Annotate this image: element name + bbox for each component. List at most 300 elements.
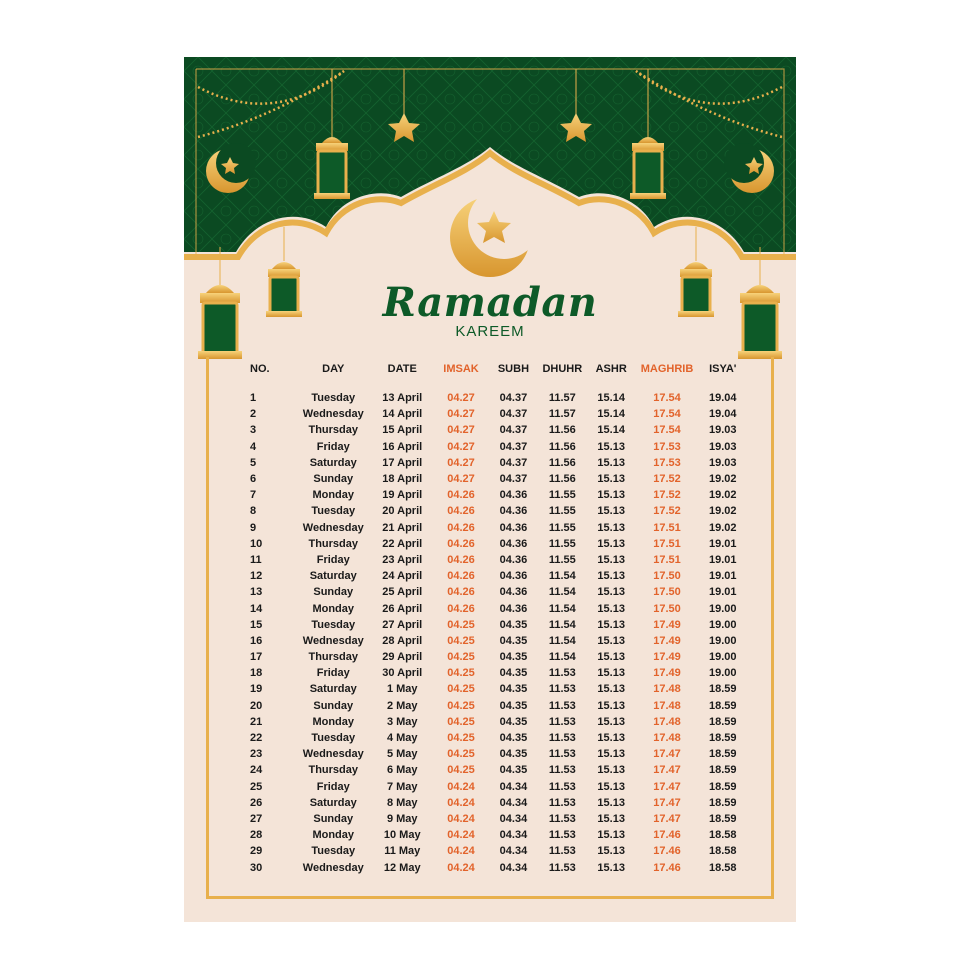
page-subtitle: KAREEM <box>455 323 525 340</box>
cell-dhuhr: 11.55 <box>548 537 576 550</box>
table-row <box>236 843 746 859</box>
cell-date: 16 April <box>382 440 423 453</box>
cell-imsak: 04.26 <box>447 602 475 615</box>
cell-ashr: 15.13 <box>597 553 625 566</box>
cell-maghrib: 17.49 <box>653 667 681 680</box>
cell-ashr: 15.13 <box>597 845 625 858</box>
cell-subh: 04.35 <box>499 651 528 664</box>
cell-maghrib: 17.46 <box>653 829 681 842</box>
cell-date: 27 April <box>382 618 423 631</box>
table-row <box>236 568 746 584</box>
cell-isya: 19.00 <box>708 667 737 680</box>
cell-isya: 18.59 <box>708 699 737 712</box>
cell-subh: 04.36 <box>499 505 528 518</box>
cell-dhuhr: 11.56 <box>548 456 576 469</box>
table-row <box>236 746 746 762</box>
cell-imsak: 04.25 <box>447 651 475 664</box>
cell-no: 22 <box>250 732 263 745</box>
cell-no: 25 <box>250 780 263 793</box>
cell-no: 26 <box>250 796 263 809</box>
table-row <box>236 552 746 568</box>
cell-imsak: 04.26 <box>447 505 475 518</box>
cell-maghrib: 17.47 <box>653 812 681 825</box>
cell-maghrib: 17.48 <box>653 699 681 712</box>
cell-date: 1 May <box>386 683 418 696</box>
cell-imsak: 04.25 <box>447 764 475 777</box>
cell-day: Thursday <box>308 424 358 437</box>
cell-dhuhr: 11.53 <box>548 861 576 874</box>
cell-imsak: 04.27 <box>447 408 475 421</box>
cell-date: 18 April <box>382 473 423 486</box>
cell-subh: 04.34 <box>499 829 528 842</box>
cell-dhuhr: 11.53 <box>548 667 576 680</box>
cell-date: 23 April <box>382 553 423 566</box>
cell-date: 13 April <box>382 392 423 405</box>
cell-date: 10 May <box>383 829 421 842</box>
cell-ashr: 15.13 <box>597 618 625 631</box>
cell-ashr: 15.13 <box>597 570 625 583</box>
cell-maghrib: 17.46 <box>653 845 681 858</box>
cell-isya: 19.01 <box>708 537 737 550</box>
table-row <box>236 439 746 455</box>
cell-dhuhr: 11.53 <box>548 829 576 842</box>
cell-day: Wednesday <box>302 634 364 647</box>
cell-dhuhr: 11.53 <box>548 845 576 858</box>
cell-date: 19 April <box>382 489 423 502</box>
cell-subh: 04.35 <box>499 667 528 680</box>
cell-isya: 19.01 <box>708 586 737 599</box>
cell-dhuhr: 11.53 <box>548 683 576 696</box>
cell-ashr: 15.13 <box>597 732 625 745</box>
cell-day: Wednesday <box>302 521 364 534</box>
cell-no: 21 <box>250 715 263 728</box>
cell-imsak: 04.25 <box>447 748 475 761</box>
cell-isya: 18.59 <box>708 764 737 777</box>
cell-dhuhr: 11.56 <box>548 424 576 437</box>
cell-date: 2 May <box>386 699 418 712</box>
cell-date: 11 May <box>384 845 421 858</box>
cell-dhuhr: 11.55 <box>548 553 576 566</box>
cell-isya: 19.02 <box>708 521 737 534</box>
table-row <box>236 520 746 536</box>
cell-imsak: 04.24 <box>447 812 475 825</box>
table-row <box>236 665 746 681</box>
cell-dhuhr: 11.55 <box>548 489 576 502</box>
header-ashr: ASHR <box>595 363 627 375</box>
cell-no: 8 <box>250 505 257 518</box>
cell-day: Tuesday <box>311 392 356 405</box>
cell-imsak: 04.26 <box>447 521 475 534</box>
cell-subh: 04.34 <box>499 812 528 825</box>
table-body <box>236 378 746 876</box>
cell-date: 9 May <box>386 812 418 825</box>
cell-imsak: 04.26 <box>447 570 475 583</box>
cell-dhuhr: 11.56 <box>548 473 576 486</box>
cell-subh: 04.35 <box>499 683 528 696</box>
cell-date: 17 April <box>382 456 423 469</box>
cell-ashr: 15.13 <box>597 812 625 825</box>
cell-isya: 18.59 <box>708 715 737 728</box>
cell-subh: 04.37 <box>499 440 528 453</box>
cell-no: 29 <box>250 845 263 858</box>
cell-isya: 18.59 <box>708 748 737 761</box>
cell-maghrib: 17.49 <box>653 634 681 647</box>
cell-no: 11 <box>250 553 262 566</box>
cell-isya: 19.00 <box>708 651 737 664</box>
cell-dhuhr: 11.54 <box>548 570 576 583</box>
cell-imsak: 04.25 <box>447 732 475 745</box>
cell-subh: 04.35 <box>499 715 528 728</box>
cell-isya: 19.04 <box>708 392 737 405</box>
cell-day: Friday <box>316 667 350 680</box>
cell-imsak: 04.24 <box>447 829 475 842</box>
header-imsak: IMSAK <box>443 363 479 375</box>
cell-day: Thursday <box>308 764 358 777</box>
cell-isya: 19.02 <box>708 505 737 518</box>
cell-maghrib: 17.47 <box>653 780 681 793</box>
cell-no: 19 <box>250 683 263 696</box>
table-row <box>236 795 746 811</box>
cell-dhuhr: 11.53 <box>548 780 576 793</box>
table-row <box>236 811 746 827</box>
cell-maghrib: 17.52 <box>653 505 681 518</box>
cell-subh: 04.36 <box>499 570 528 583</box>
cell-maghrib: 17.47 <box>653 764 681 777</box>
cell-imsak: 04.25 <box>447 634 475 647</box>
cell-date: 22 April <box>382 537 423 550</box>
cell-day: Thursday <box>308 537 358 550</box>
cell-no: 1 <box>250 392 257 405</box>
table-row <box>236 681 746 697</box>
cell-no: 27 <box>250 812 263 825</box>
header-date: DATE <box>387 363 417 375</box>
cell-date: 21 April <box>382 521 423 534</box>
cell-day: Wednesday <box>302 408 364 421</box>
cell-isya: 19.02 <box>708 473 737 486</box>
cell-imsak: 04.24 <box>447 845 475 858</box>
cell-dhuhr: 11.54 <box>548 602 576 615</box>
cell-dhuhr: 11.54 <box>548 586 576 599</box>
cell-no: 12 <box>250 570 263 583</box>
cell-isya: 19.01 <box>708 570 737 583</box>
cell-dhuhr: 11.53 <box>548 748 576 761</box>
cell-day: Saturday <box>309 796 357 809</box>
table-row <box>236 649 746 665</box>
table-row <box>236 455 746 471</box>
cell-subh: 04.36 <box>499 602 528 615</box>
poster <box>184 57 796 922</box>
header-day: DAY <box>322 363 345 375</box>
cell-maghrib: 17.51 <box>653 553 681 566</box>
cell-no: 17 <box>250 651 263 664</box>
header-no: NO. <box>250 363 270 375</box>
cell-ashr: 15.13 <box>597 683 625 696</box>
cell-maghrib: 17.51 <box>653 537 681 550</box>
cell-imsak: 04.27 <box>447 424 475 437</box>
cell-date: 24 April <box>382 570 423 583</box>
cell-day: Tuesday <box>311 845 356 858</box>
cell-isya: 18.58 <box>708 861 737 874</box>
cell-ashr: 15.13 <box>597 829 625 842</box>
cell-maghrib: 17.53 <box>653 456 681 469</box>
cell-imsak: 04.25 <box>447 618 475 631</box>
header-subh: SUBH <box>497 363 530 375</box>
cell-no: 20 <box>250 699 263 712</box>
cell-maghrib: 17.54 <box>653 408 681 421</box>
cell-ashr: 15.13 <box>597 861 625 874</box>
cell-day: Tuesday <box>311 505 356 518</box>
cell-day: Saturday <box>309 683 357 696</box>
cell-subh: 04.35 <box>499 732 528 745</box>
cell-no: 13 <box>250 586 263 599</box>
cell-day: Thursday <box>308 651 358 664</box>
table-row <box>236 730 746 746</box>
table-row <box>236 600 746 616</box>
cell-isya: 19.03 <box>708 440 737 453</box>
cell-no: 10 <box>250 537 263 550</box>
cell-dhuhr: 11.55 <box>548 505 576 518</box>
cell-subh: 04.34 <box>499 845 528 858</box>
table-row <box>236 633 746 649</box>
cell-day: Saturday <box>309 456 357 469</box>
cell-maghrib: 17.50 <box>653 570 681 583</box>
table-row <box>236 698 746 714</box>
cell-day: Friday <box>316 780 350 793</box>
cell-day: Friday <box>316 553 350 566</box>
cell-no: 24 <box>250 764 263 777</box>
table-row <box>236 779 746 795</box>
table-row <box>236 390 746 406</box>
cell-no: 4 <box>250 440 257 453</box>
cell-no: 16 <box>250 634 263 647</box>
page-title: Ramadan <box>382 279 598 326</box>
header-dhuhr: DHUHR <box>542 363 583 375</box>
cell-ashr: 15.13 <box>597 780 625 793</box>
table-row <box>236 827 746 843</box>
cell-day: Monday <box>312 715 355 728</box>
cell-date: 7 May <box>386 780 418 793</box>
cell-date: 30 April <box>382 667 423 680</box>
cell-isya: 18.58 <box>708 829 737 842</box>
prayer-schedule-table <box>236 360 746 876</box>
cell-imsak: 04.25 <box>447 683 475 696</box>
cell-isya: 19.00 <box>708 634 737 647</box>
cell-maghrib: 17.47 <box>653 796 681 809</box>
cell-ashr: 15.13 <box>597 440 625 453</box>
cell-isya: 18.59 <box>708 683 737 696</box>
cell-dhuhr: 11.54 <box>548 651 576 664</box>
cell-date: 12 May <box>383 861 421 874</box>
cell-maghrib: 17.46 <box>653 861 681 874</box>
cell-imsak: 04.26 <box>447 537 475 550</box>
cell-subh: 04.36 <box>499 489 528 502</box>
cell-day: Tuesday <box>311 732 356 745</box>
cell-day: Wednesday <box>302 861 364 874</box>
cell-subh: 04.34 <box>499 861 528 874</box>
cell-subh: 04.35 <box>499 699 528 712</box>
cell-date: 25 April <box>382 586 423 599</box>
cell-dhuhr: 11.57 <box>548 392 576 405</box>
cell-subh: 04.37 <box>499 408 528 421</box>
cell-imsak: 04.24 <box>447 780 475 793</box>
cell-dhuhr: 11.53 <box>548 764 576 777</box>
cell-ashr: 15.13 <box>597 748 625 761</box>
cell-ashr: 15.13 <box>597 473 625 486</box>
cell-isya: 19.03 <box>708 424 737 437</box>
table-row <box>236 617 746 633</box>
cell-maghrib: 17.50 <box>653 586 681 599</box>
cell-imsak: 04.27 <box>447 456 475 469</box>
cell-ashr: 15.13 <box>597 456 625 469</box>
cell-isya: 19.04 <box>708 408 737 421</box>
cell-imsak: 04.27 <box>447 473 475 486</box>
cell-dhuhr: 11.53 <box>548 699 576 712</box>
cell-dhuhr: 11.53 <box>548 732 576 745</box>
cell-maghrib: 17.48 <box>653 683 681 696</box>
cell-subh: 04.35 <box>499 764 528 777</box>
header-maghrib: MAGHRIB <box>640 363 694 375</box>
cell-ashr: 15.14 <box>597 392 625 405</box>
cell-maghrib: 17.53 <box>653 440 681 453</box>
cell-isya: 19.00 <box>708 602 737 615</box>
cell-imsak: 04.26 <box>447 489 475 502</box>
cell-maghrib: 17.49 <box>653 651 681 664</box>
cell-ashr: 15.13 <box>597 715 625 728</box>
cell-date: 20 April <box>382 505 423 518</box>
cell-ashr: 15.13 <box>597 489 625 502</box>
cell-date: 4 May <box>386 732 418 745</box>
cell-imsak: 04.25 <box>447 699 475 712</box>
table-header-row <box>236 360 746 378</box>
cell-ashr: 15.13 <box>597 521 625 534</box>
cell-dhuhr: 11.56 <box>548 440 576 453</box>
cell-dhuhr: 11.54 <box>548 618 576 631</box>
cell-maghrib: 17.48 <box>653 715 681 728</box>
cell-imsak: 04.24 <box>447 796 475 809</box>
cell-ashr: 15.14 <box>597 424 625 437</box>
cell-day: Sunday <box>313 699 354 712</box>
cell-ashr: 15.13 <box>597 651 625 664</box>
cell-maghrib: 17.47 <box>653 748 681 761</box>
cell-dhuhr: 11.53 <box>548 796 576 809</box>
cell-dhuhr: 11.55 <box>548 521 576 534</box>
cell-maghrib: 17.48 <box>653 732 681 745</box>
cell-subh: 04.37 <box>499 456 528 469</box>
cell-subh: 04.35 <box>499 618 528 631</box>
cell-imsak: 04.27 <box>447 440 475 453</box>
cell-day: Sunday <box>313 473 354 486</box>
cell-no: 23 <box>250 748 263 761</box>
cell-isya: 19.00 <box>708 618 737 631</box>
cell-imsak: 04.26 <box>447 553 475 566</box>
cell-date: 14 April <box>382 408 423 421</box>
cell-day: Tuesday <box>311 618 356 631</box>
cell-isya: 18.59 <box>708 796 737 809</box>
cell-no: 14 <box>250 602 263 615</box>
cell-no: 7 <box>250 489 257 502</box>
cell-subh: 04.34 <box>499 796 528 809</box>
cell-dhuhr: 11.53 <box>548 812 576 825</box>
cell-day: Wednesday <box>302 748 364 761</box>
cell-imsak: 04.25 <box>447 715 475 728</box>
cell-ashr: 15.13 <box>597 602 625 615</box>
table-row <box>236 536 746 552</box>
table-row <box>236 487 746 503</box>
cell-imsak: 04.26 <box>447 586 475 599</box>
cell-ashr: 15.13 <box>597 586 625 599</box>
cell-no: 2 <box>250 408 257 421</box>
header-isya: ISYA' <box>709 363 737 375</box>
cell-day: Sunday <box>313 812 354 825</box>
cell-no: 30 <box>250 861 263 874</box>
cell-ashr: 15.14 <box>597 408 625 421</box>
table-row <box>236 859 746 875</box>
cell-date: 3 May <box>386 715 418 728</box>
cell-subh: 04.35 <box>499 634 528 647</box>
cell-isya: 18.59 <box>708 812 737 825</box>
cell-subh: 04.36 <box>499 521 528 534</box>
cell-maghrib: 17.54 <box>653 424 681 437</box>
table-row <box>236 503 746 519</box>
cell-isya: 19.02 <box>708 489 737 502</box>
cell-date: 6 May <box>386 764 418 777</box>
table-row <box>236 762 746 778</box>
cell-subh: 04.36 <box>499 537 528 550</box>
cell-maghrib: 17.52 <box>653 489 681 502</box>
table-row <box>236 714 746 730</box>
cell-no: 18 <box>250 667 263 680</box>
cell-day: Monday <box>312 602 355 615</box>
cell-maghrib: 17.52 <box>653 473 681 486</box>
cell-day: Sunday <box>313 586 354 599</box>
cell-isya: 18.58 <box>708 845 737 858</box>
cell-maghrib: 17.54 <box>653 392 681 405</box>
cell-imsak: 04.24 <box>447 861 475 874</box>
cell-no: 5 <box>250 456 257 469</box>
cell-subh: 04.35 <box>499 748 528 761</box>
cell-dhuhr: 11.54 <box>548 634 576 647</box>
cell-ashr: 15.13 <box>597 764 625 777</box>
cell-isya: 18.59 <box>708 780 737 793</box>
cell-ashr: 15.13 <box>597 537 625 550</box>
cell-day: Saturday <box>309 570 357 583</box>
cell-dhuhr: 11.57 <box>548 408 576 421</box>
cell-day: Monday <box>312 489 355 502</box>
cell-day: Friday <box>316 440 350 453</box>
cell-date: 15 April <box>382 424 423 437</box>
cell-ashr: 15.13 <box>597 699 625 712</box>
cell-date: 26 April <box>382 602 423 615</box>
cell-maghrib: 17.50 <box>653 602 681 615</box>
cell-day: Monday <box>312 829 355 842</box>
cell-imsak: 04.27 <box>447 392 475 405</box>
cell-subh: 04.37 <box>499 473 528 486</box>
center-crescent-icon <box>450 187 540 277</box>
cell-maghrib: 17.49 <box>653 618 681 631</box>
cell-no: 28 <box>250 829 263 842</box>
cell-subh: 04.37 <box>499 424 528 437</box>
cell-date: 29 April <box>382 651 423 664</box>
cell-maghrib: 17.51 <box>653 521 681 534</box>
table-row <box>236 422 746 438</box>
cell-ashr: 15.13 <box>597 667 625 680</box>
cell-isya: 19.03 <box>708 456 737 469</box>
cell-no: 3 <box>250 424 257 437</box>
cell-imsak: 04.25 <box>447 667 475 680</box>
cell-date: 5 May <box>386 748 418 761</box>
table-row <box>236 406 746 422</box>
cell-dhuhr: 11.53 <box>548 715 576 728</box>
